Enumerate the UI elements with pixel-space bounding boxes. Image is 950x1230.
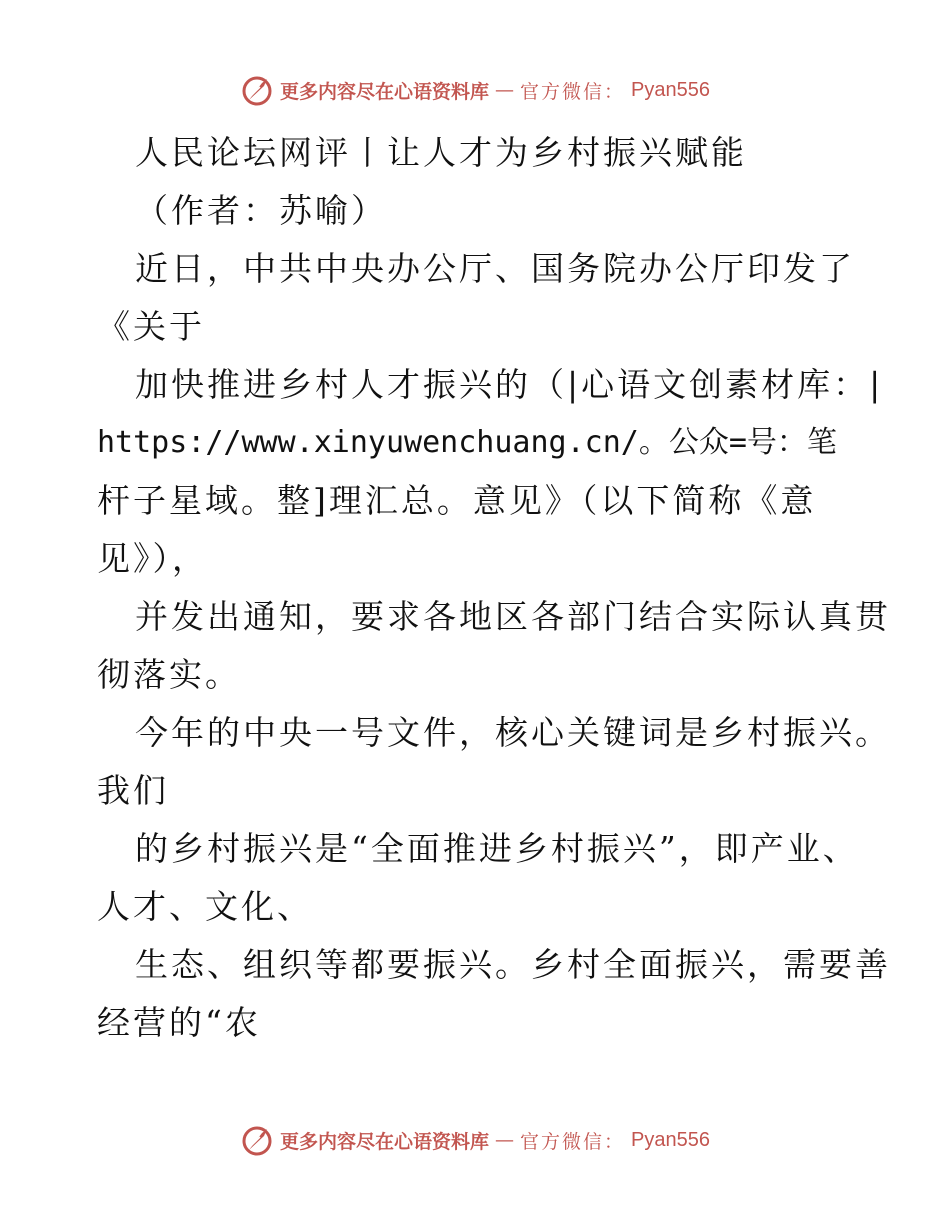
quill-pen-logo-icon	[240, 1123, 274, 1157]
document-title: 人民论坛网评丨让人才为乡村振兴赋能	[135, 133, 747, 172]
banner-official-label: 官方微信：	[520, 80, 626, 103]
banner-dash: —	[495, 1129, 515, 1151]
text-line: 加快推进乡村人才振兴的（|心语文创素材库：|	[135, 365, 884, 404]
text-line: 生态、组织等都要振兴。乡村全面振兴，需要善	[135, 945, 891, 984]
header-watermark-banner	[0, 70, 950, 110]
text-line: 并发出通知，要求各地区各部门结合实际认真贯	[135, 597, 891, 636]
banner-site-name: 更多内容尽在心语资料库	[280, 80, 490, 103]
banner-official-label: 官方微信：	[520, 1130, 626, 1153]
text-line-url: https://www.xinyuwenchuang.cn/。公众=号：笔	[97, 425, 837, 460]
text-line: 今年的中央一号文件，核心关键词是乡村振兴。	[135, 713, 891, 752]
footer-watermark-banner	[0, 1120, 950, 1160]
document-body	[97, 124, 891, 1052]
text-line: 杆子星域。整]理汇总。意见》（以下简称《意	[97, 481, 817, 520]
text-line: 经营的“农	[97, 1003, 261, 1042]
quill-pen-logo-icon	[240, 73, 274, 107]
banner-wechat-id: Pyan556	[631, 78, 710, 101]
banner-dash: —	[495, 79, 515, 101]
banner-site-name: 更多内容尽在心语资料库	[280, 1130, 490, 1153]
text-line: 近日，中共中央办公厅、国务院办公厅印发了	[135, 249, 855, 288]
document-author: （作者：苏喻）	[135, 191, 387, 230]
text-line: 的乡村振兴是“全面推进乡村振兴”，即产业、	[135, 829, 859, 868]
text-line: 人才、文化、	[97, 887, 313, 926]
text-line: 《关于	[97, 307, 205, 346]
text-line: 我们	[97, 771, 169, 810]
text-line: 见》），	[97, 539, 208, 578]
banner-wechat-id: Pyan556	[631, 1128, 710, 1151]
text-line: 彻落实。	[97, 655, 241, 694]
